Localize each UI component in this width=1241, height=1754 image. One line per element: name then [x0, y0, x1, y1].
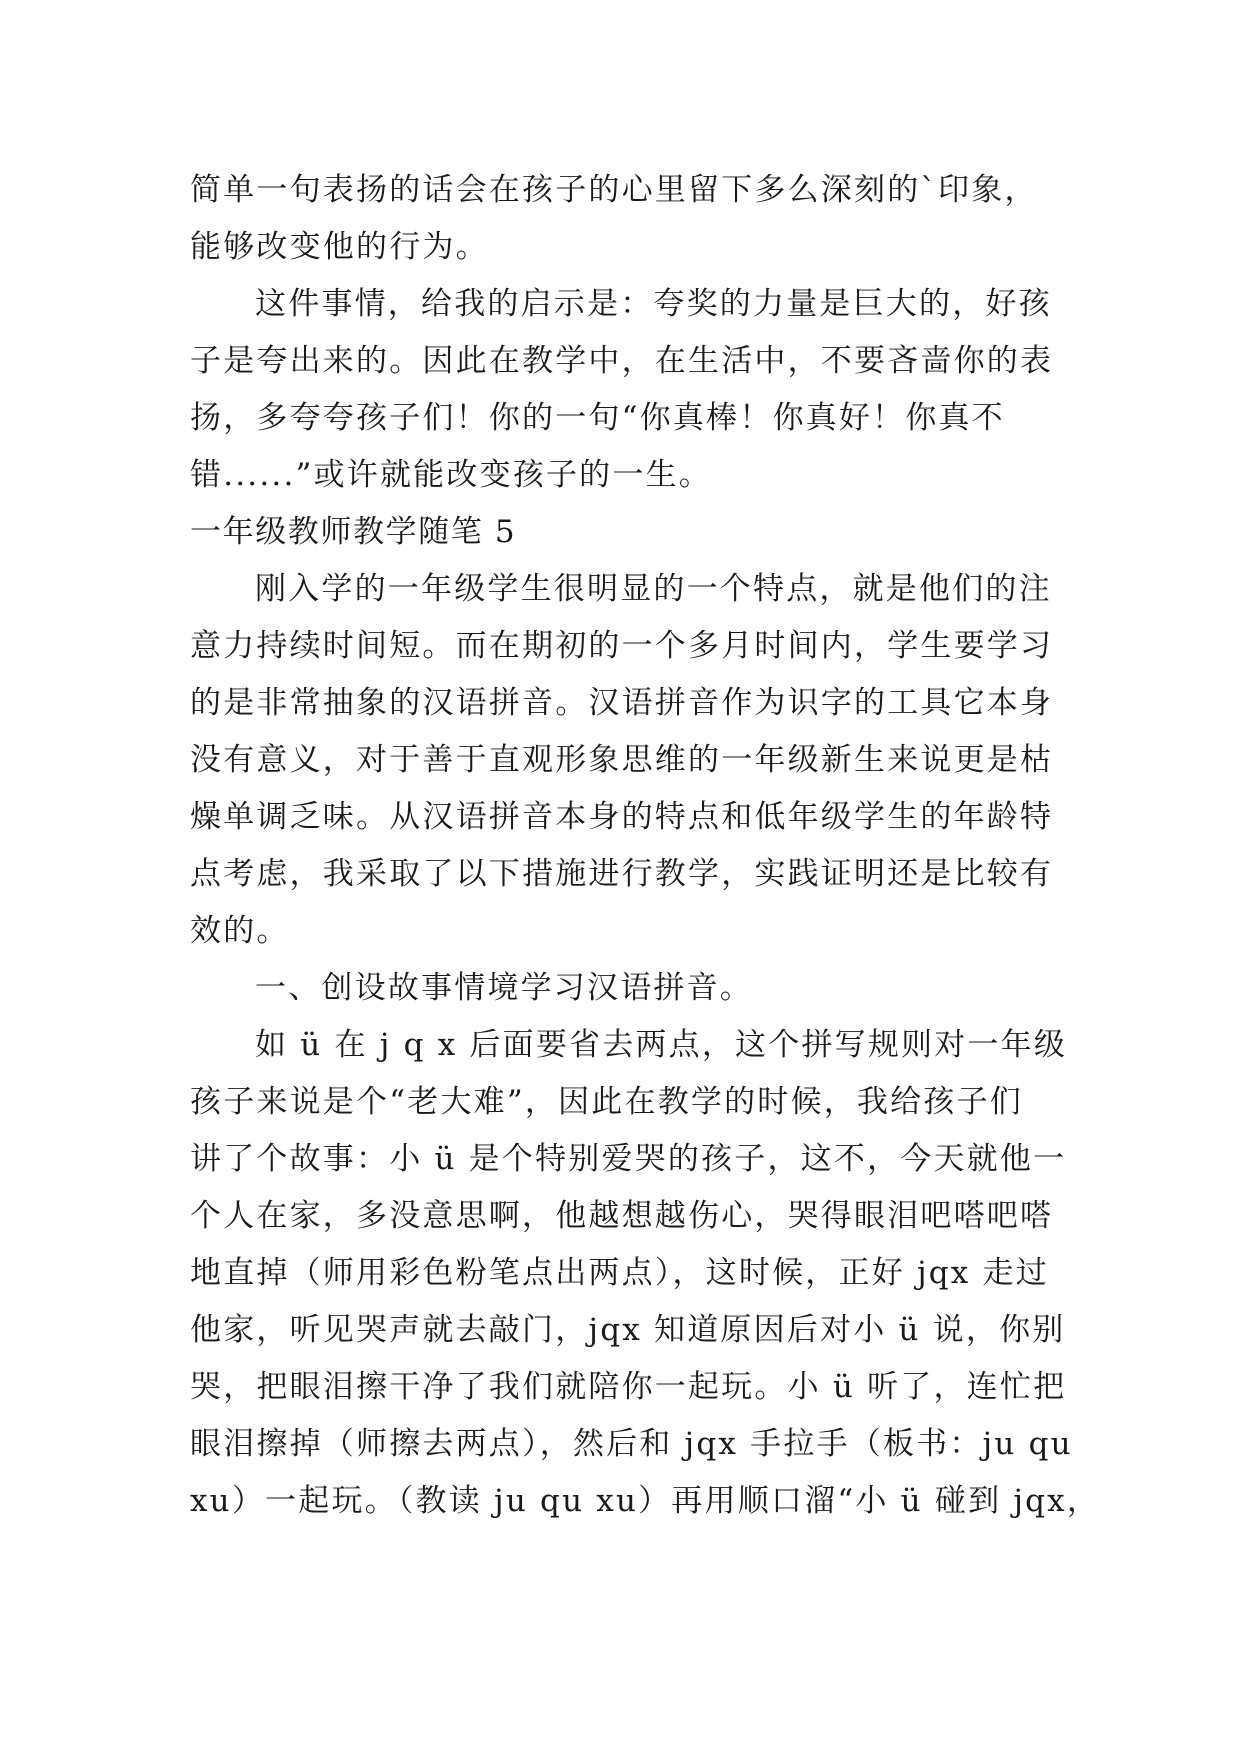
text-line: 子是夸出来的。因此在教学中，在生活中，不要吝啬你的表 [190, 343, 1054, 379]
subheading-line: 一、创设故事情境学习汉语拼音。 [255, 970, 753, 1006]
text-line: 的是非常抽象的汉语拼音。汉语拼音作为识字的工具它本身 [190, 685, 1054, 721]
text-line: 错......”或许就能改变孩子的一生。 [190, 457, 712, 493]
text-line: 讲了个故事：小 ü 是个特别爱哭的孩子，这不，今天就他一 [190, 1141, 1067, 1177]
text-line: 没有意义，对于善于直观形象思维的一年级新生来说更是枯 [190, 742, 1054, 778]
text-line: 个人在家，多没意思啊，他越想越伤心，哭得眼泪吧嗒吧嗒 [190, 1198, 1054, 1234]
text-line: 点考虑，我采取了以下措施进行教学，实践证明还是比较有 [190, 856, 1054, 892]
paragraph-first-line: 刚入学的一年级学生很明显的一个特点，就是他们的注 [255, 571, 1052, 607]
text-line: 能够改变他的行为。 [190, 229, 489, 265]
text-line: 哭，把眼泪擦干净了我们就陪你一起玩。小 ü 听了，连忙把 [190, 1369, 1067, 1405]
text-line: 意力持续时间短。而在期初的一个多月时间内，学生要学习 [190, 628, 1054, 664]
paragraph-first-line: 如 ü 在 j q x 后面要省去两点，这个拼写规则对一年级 [255, 1027, 1068, 1063]
text-line: 他家，听见哭声就去敲门，jqx 知道原因后对小 ü 说，你别 [190, 1312, 1066, 1348]
paragraph-first-line: 这件事情，给我的启示是：夸奖的力量是巨大的，好孩 [255, 286, 1052, 322]
text-line: 眼泪擦掉（师擦去两点），然后和 jqx 手拉手（板书：ju qu [190, 1426, 1073, 1462]
text-line: 效的。 [190, 913, 290, 949]
text-line: 扬，多夸夸孩子们！你的一句“你真棒！你真好！你真不 [190, 400, 1005, 436]
text-line: xu）一起玩。（教读 ju qu xu）再用顺口溜“小 ü 碰到 jqx， [190, 1483, 1101, 1519]
section-heading: 一年级教师教学随笔 5 [190, 514, 517, 550]
text-line: 燥单调乏味。从汉语拼音本身的特点和低年级学生的年龄特 [190, 799, 1054, 835]
text-line: 孩子来说是个“老大难”，因此在教学的时候，我给孩子们 [190, 1084, 1023, 1120]
text-line: 地直掉（师用彩色粉笔点出两点），这时候，正好 jqx 走过 [190, 1255, 1049, 1291]
text-line: 简单一句表扬的话会在孩子的心里留下多么深刻的`印象， [190, 172, 1038, 208]
